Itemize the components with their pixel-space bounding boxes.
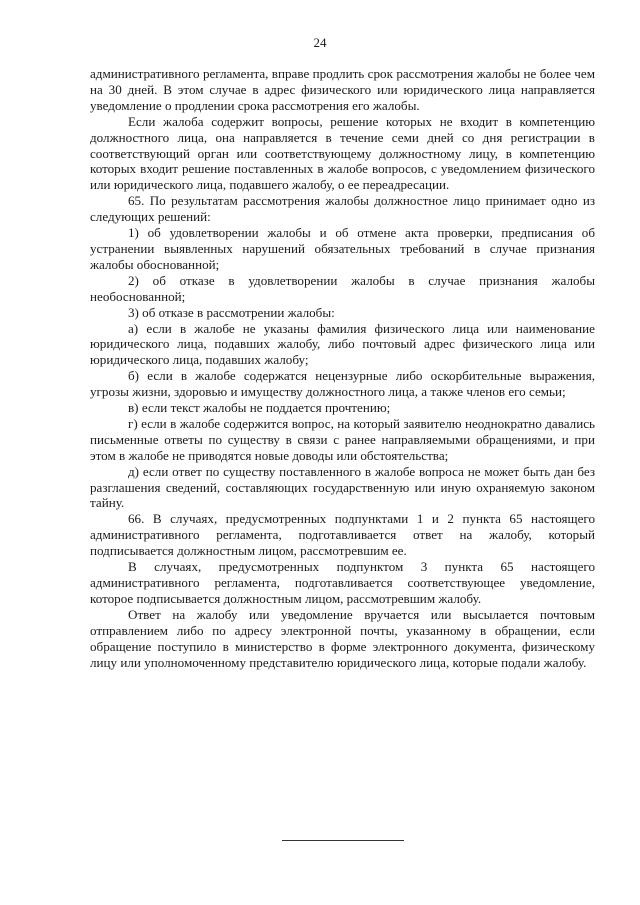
paragraph-redirect: Если жалоба содержит вопросы, решение которых не входит в компетенцию должностного лица, она направляется в течение семи дней со дня регистрации в соответствующий орган или соответствующему должностному лицу, в компетенцию которых входит решение поставленных в жалобе вопросов, с уведомлением физического или юридического лица, подавшего жалобу, о ее переадресации. [90, 113, 595, 193]
paragraph-subitem-3d: д) если ответ по существу поставленного в жалобе вопроса не может быть дан без разглашения сведений, составляющих государственную или иную охраняемую законом тайну. [90, 463, 595, 511]
paragraph-notification: В случаях, предусмотренных подпунктом 3 пункта 65 настоящего административного регламента, подготавливается соответствующее уведомление, которое подписывается должностным лицом, рассмотревшим жалобу. [90, 559, 595, 606]
paragraph-item-65: 65. По результатам рассмотрения жалобы должностное лицо принимает одно из следующих решений: [90, 193, 595, 225]
paragraph-subitem-3a: а) если в жалобе не указаны фамилия физического лица или наименование юридического лица, подавших жалобу, либо почтовый адрес физического лица или юридического лица, подавших жалобу; [90, 320, 595, 368]
paragraph-subitem-3b: б) если в жалобе содержатся нецензурные либо оскорбительные выражения, угрозы жизни, здоровью и имуществу должностного лица, а также членов его семьи; [90, 368, 595, 400]
paragraph-subitem-3v: в) если текст жалобы не поддается прочтению; [128, 400, 391, 416]
paragraph-continuation: административного регламента, вправе продлить срок рассмотрения жалобы не более чем на 30 дней. В этом случае в адрес физического или юридического лица направляется уведомление о продлении срока рассмотрения его жалобы. [90, 66, 595, 113]
paragraph-item-66: 66. В случаях, предусмотренных подпунктами 1 и 2 пункта 65 настоящего административного регламента, подготавливается ответ на жалобу, который подписывается должностным лицом, рассмотревшим ее. [90, 511, 595, 559]
paragraph-subitem-2: 2) об отказе в удовлетворении жалобы в случае признания жалобы необоснованной; [90, 272, 595, 304]
paragraph-subitem-3g: г) если в жалобе содержится вопрос, на который заявителю неоднократно давались письменные ответы по существу в связи с ранее направляемыми обращениями, и при этом в жалобе не приводятся новые доводы или обстоятельства; [90, 415, 595, 463]
paragraph-subitem-1: 1) об удовлетворении жалобы и об отмене акта проверки, предписания об устранении выявленных нарушений обязательных требований в случае признания жалобы обоснованной; [90, 225, 595, 272]
footer-divider [282, 840, 404, 841]
paragraph-subitem-3: 3) об отказе в рассмотрении жалобы: [128, 304, 335, 320]
page-number: 24 [313, 35, 327, 50]
document-body [90, 66, 595, 670]
paragraph-delivery: Ответ на жалобу или уведомление вручается или высылается почтовым отправлением либо по адресу электронной почты, указанному в обращении, если обращение поступило в министерство в форме электронного документа, физическому лицу или уполномоченному представителю юридического лица, которые подали жалобу. [90, 606, 595, 670]
